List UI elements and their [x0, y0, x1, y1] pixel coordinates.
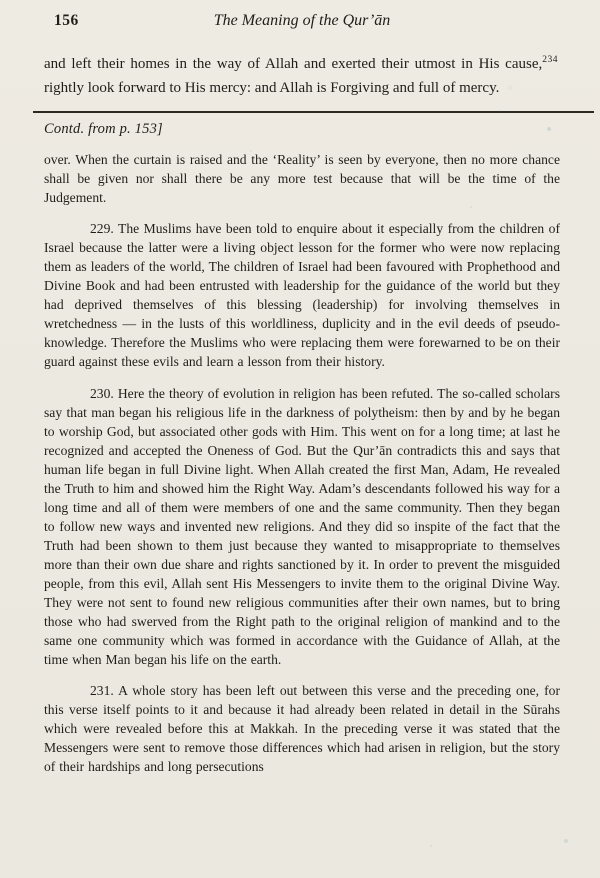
footnote-marker: 234	[542, 55, 558, 65]
scan-speckles	[0, 0, 2, 2]
commentary-paragraph-230: 230. Here the theory of evolution in religion has been refuted. The so-called scholars say that man began his religious life in the darkness of polytheism: then by and by he began to worship God, but associated other gods with Him. This went on for a long time; at last he recognized and accepted the Oneness of God. But the Qur’ān contradicts this and says that human life began in full Divine light. When Allah created the first Man, Adam, He revealed the Truth to him and showed him the Right Way. Adam’s descendants followed his way for a long time and all of them were members of one and the same community. Then they began to follow new ways and invented new religions. And they did so inspite of the fact that the Truth had been shown to them just because they wanted to misappropriate to themselves more than their own due share and rights sanctioned by it. In order to prevent the misguided people, from this evil, Allah sent His Messengers to invite them to the original Divine Way. They were not sent to found new religious communities after their own names, but to bring those who had swerved from the Right path to the original religion of mankind and to the same one community which was formed in accordance with the Guidance of Allah, at the time when Man began his life on the earth.	[44, 386, 560, 667]
page-header	[44, 12, 560, 38]
divider-rule	[33, 111, 594, 113]
continuation-note: Contd. from p. 153]	[44, 121, 163, 137]
verse-text-after-note: rightly look forward to His mercy: and Allah is Forgiving and full of mercy.	[44, 79, 500, 96]
verse-translation	[44, 53, 560, 100]
verse-text-before-note: and left their homes in the way of Allah and exerted their utmost in His cause,	[44, 56, 543, 72]
commentary-paragraph-229: 229. The Muslims have been told to enquire about it especially from the children of Israel because the latter were a living object lesson for the former who were now replacing them as leaders of the world, The children of Israel had been favoured with Prophethood and Divine Book and had been entrusted with leadership for the guidance of the world but they had deprived themselves of this blessing (leadership) for involving themselves in wretchedness — in the lusts of this worldliness, duplicity and in the evil deeds of pseudo-knowledge. Therefore the Muslims who were replacing them were forewarned to be on their guard against these evils and learn a lesson from their history.	[44, 221, 560, 369]
commentary-paragraph-continued: over. When the curtain is raised and the ‘Reality’ is seen by everyone, then no more chance shall be given nor shall there be any more test because that will be the time of the Judgement.	[44, 152, 560, 205]
page-number: 156	[54, 12, 79, 29]
book-title: The Meaning of the Qur’ān	[213, 12, 391, 29]
commentary-paragraph-231: 231. A whole story has been left out between this verse and the preceding one, for this verse itself points to it and because it had already been related in detail in the Sūrahs which were revealed before this at Makkah. In the preceding verse it was stated that the Messengers were sent to remove those differences which had arisen in religion, but the story of their hardships and long persecutions	[44, 683, 560, 774]
